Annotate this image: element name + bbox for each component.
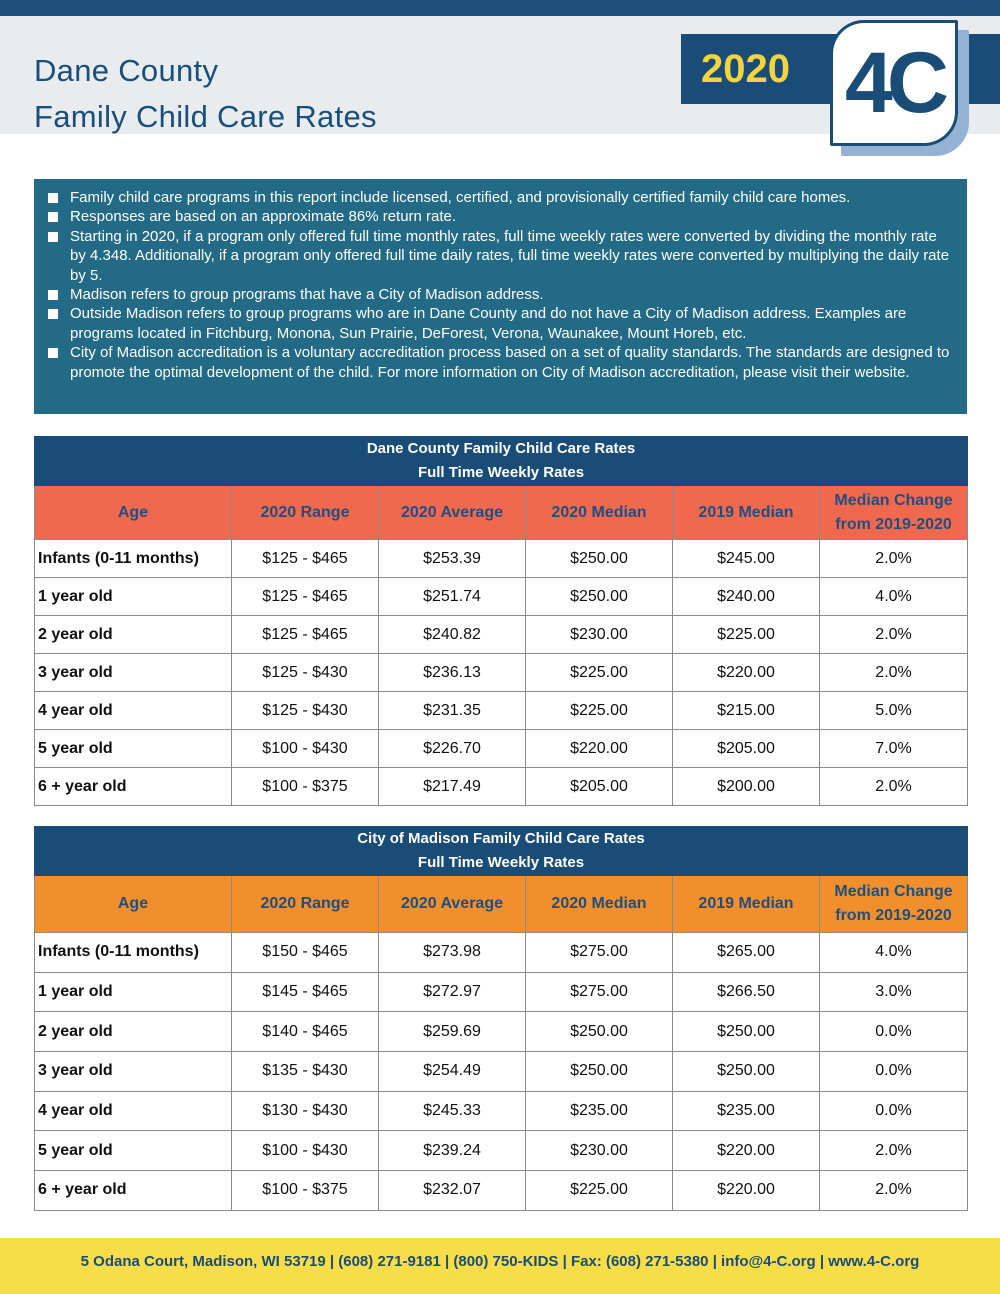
column-header-row	[35, 876, 968, 933]
value-cell: 4.0%	[820, 933, 968, 973]
table-row	[35, 1052, 968, 1092]
value-cell: $100 - $430	[232, 730, 379, 768]
value-cell: $200.00	[673, 768, 820, 806]
page-title-line-1: Dane County	[34, 53, 219, 88]
value-cell: $125 - $430	[232, 654, 379, 692]
value-cell: $232.07	[379, 1171, 526, 1211]
value-cell: $230.00	[526, 1131, 673, 1171]
table-title	[35, 827, 968, 876]
note-item: Madison refers to group programs that have a City of Madison address.	[48, 285, 953, 304]
age-cell: 2 year old	[35, 616, 232, 654]
value-cell: $240.00	[673, 578, 820, 616]
value-cell: $245.00	[673, 540, 820, 578]
value-cell: 2.0%	[820, 616, 968, 654]
value-cell: $125 - $430	[232, 692, 379, 730]
value-cell: $251.74	[379, 578, 526, 616]
year-label: 2020	[701, 47, 790, 91]
value-cell: $275.00	[526, 972, 673, 1012]
column-header-age: Age	[35, 486, 232, 540]
notes-box	[34, 179, 967, 414]
value-cell: $205.00	[673, 730, 820, 768]
note-item: City of Madison accreditation is a voluntary accreditation process based on a set of quality standards. The standards are designed to promote the optimal development of the child. For more information on City of Madison accreditation, please visit their website.	[48, 343, 953, 382]
age-cell: Infants (0-11 months)	[35, 933, 232, 973]
logo-text: 4C	[845, 35, 943, 131]
table-row	[35, 1091, 968, 1131]
value-cell: $235.00	[526, 1091, 673, 1131]
city-of-madison-rates-table	[34, 826, 968, 1211]
value-cell: $275.00	[526, 933, 673, 973]
value-cell: $225.00	[526, 692, 673, 730]
column-header-row	[35, 486, 968, 540]
table-row	[35, 540, 968, 578]
age-cell: 4 year old	[35, 692, 232, 730]
table-title	[35, 437, 968, 486]
table-body	[35, 933, 968, 1211]
table-subtitle-line: Full Time Weekly Rates	[417, 854, 585, 871]
dane-county-rates-table	[34, 436, 968, 806]
table-title-line: Dane County Family Child Care Rates	[366, 440, 636, 457]
value-cell: $125 - $465	[232, 578, 379, 616]
table-row	[35, 616, 968, 654]
value-cell: $273.98	[379, 933, 526, 973]
value-cell: $125 - $465	[232, 540, 379, 578]
value-cell: $205.00	[526, 768, 673, 806]
notes-list	[48, 188, 953, 382]
page-title	[34, 48, 377, 140]
age-cell: 6 + year old	[35, 1171, 232, 1211]
note-item: Outside Madison refers to group programs who are in Dane County and do not have a City of Madison address. Examples are programs located in Fitchburg, Monona, Sun Prairie, DeForest, Verona, Waunakee, Mount Horeb, etc.	[48, 304, 953, 343]
table-row	[35, 1171, 968, 1211]
value-cell: 3.0%	[820, 972, 968, 1012]
age-cell: 3 year old	[35, 1052, 232, 1092]
value-cell: $130 - $430	[232, 1091, 379, 1131]
age-cell: 1 year old	[35, 578, 232, 616]
column-header-2020-average: 2020 Average	[379, 876, 526, 933]
value-cell: 4.0%	[820, 578, 968, 616]
value-cell: $236.13	[379, 654, 526, 692]
value-cell: $220.00	[673, 1131, 820, 1171]
value-cell: $125 - $465	[232, 616, 379, 654]
value-cell: $100 - $375	[232, 1171, 379, 1211]
value-cell: 2.0%	[820, 768, 968, 806]
age-cell: 5 year old	[35, 730, 232, 768]
value-cell: $240.82	[379, 616, 526, 654]
value-cell: $265.00	[673, 933, 820, 973]
table-row	[35, 578, 968, 616]
value-cell: 0.0%	[820, 1052, 968, 1092]
table-row	[35, 692, 968, 730]
age-cell: 5 year old	[35, 1131, 232, 1171]
column-header-2020-range: 2020 Range	[232, 486, 379, 540]
column-header-2020-median: 2020 Median	[526, 876, 673, 933]
value-cell: $230.00	[526, 616, 673, 654]
table-row	[35, 730, 968, 768]
value-cell: $253.39	[379, 540, 526, 578]
value-cell: $231.35	[379, 692, 526, 730]
value-cell: $235.00	[673, 1091, 820, 1131]
value-cell: 5.0%	[820, 692, 968, 730]
value-cell: $250.00	[526, 1012, 673, 1052]
value-cell: $215.00	[673, 692, 820, 730]
table-subtitle-line: Full Time Weekly Rates	[417, 464, 585, 481]
column-header-2020-range: 2020 Range	[232, 876, 379, 933]
value-cell: $250.00	[526, 540, 673, 578]
note-item: Responses are based on an approximate 86% return rate.	[48, 207, 953, 226]
value-cell: $220.00	[526, 730, 673, 768]
value-cell: $225.00	[526, 654, 673, 692]
age-cell: 1 year old	[35, 972, 232, 1012]
table-row	[35, 768, 968, 806]
value-cell: $100 - $375	[232, 768, 379, 806]
value-cell: $135 - $430	[232, 1052, 379, 1092]
column-header-median-change: Median Change from 2019-2020	[820, 876, 968, 933]
column-header-2019-median: 2019 Median	[673, 486, 820, 540]
value-cell: $220.00	[673, 654, 820, 692]
value-cell: 2.0%	[820, 1171, 968, 1211]
value-cell: $220.00	[673, 1171, 820, 1211]
age-cell: 4 year old	[35, 1091, 232, 1131]
value-cell: 0.0%	[820, 1012, 968, 1052]
value-cell: $150 - $465	[232, 933, 379, 973]
value-cell: $266.50	[673, 972, 820, 1012]
value-cell: $100 - $430	[232, 1131, 379, 1171]
age-cell: 2 year old	[35, 1012, 232, 1052]
column-header-age: Age	[35, 876, 232, 933]
value-cell: $254.49	[379, 1052, 526, 1092]
footer-contact: 5 Odana Court, Madison, WI 53719 | (608) 271-9181 | (800) 750-KIDS | Fax: (608) 271-5380 | info@4-C.org | www.4-C.org	[0, 1238, 1000, 1294]
value-cell: $140 - $465	[232, 1012, 379, 1052]
table-row	[35, 654, 968, 692]
value-cell: $245.33	[379, 1091, 526, 1131]
column-header-2020-average: 2020 Average	[379, 486, 526, 540]
age-cell: 3 year old	[35, 654, 232, 692]
note-item: Family child care programs in this report include licensed, certified, and provisionally certified family child care homes.	[48, 188, 953, 207]
value-cell: $259.69	[379, 1012, 526, 1052]
table-row	[35, 1131, 968, 1171]
table-row	[35, 1012, 968, 1052]
value-cell: 2.0%	[820, 654, 968, 692]
table-body	[35, 540, 968, 806]
value-cell: $250.00	[526, 1052, 673, 1092]
value-cell: $250.00	[526, 578, 673, 616]
table-title-line: City of Madison Family Child Care Rates	[357, 830, 645, 847]
value-cell: $250.00	[673, 1052, 820, 1092]
value-cell: $272.97	[379, 972, 526, 1012]
value-cell: $225.00	[673, 616, 820, 654]
column-header-2019-median: 2019 Median	[673, 876, 820, 933]
value-cell: 2.0%	[820, 1131, 968, 1171]
table-row	[35, 972, 968, 1012]
age-cell: Infants (0-11 months)	[35, 540, 232, 578]
column-header-median-change: Median Change from 2019-2020	[820, 486, 968, 540]
value-cell: 0.0%	[820, 1091, 968, 1131]
value-cell: 7.0%	[820, 730, 968, 768]
value-cell: $239.24	[379, 1131, 526, 1171]
4c-logo	[830, 20, 958, 146]
age-cell: 6 + year old	[35, 768, 232, 806]
top-band	[0, 0, 1000, 16]
value-cell: $217.49	[379, 768, 526, 806]
value-cell: $225.00	[526, 1171, 673, 1211]
column-header-2020-median: 2020 Median	[526, 486, 673, 540]
value-cell: $250.00	[673, 1012, 820, 1052]
value-cell: $145 - $465	[232, 972, 379, 1012]
note-item: Starting in 2020, if a program only offered full time monthly rates, full time weekly rates were converted by dividing the monthly rate by 4.348. Additionally, if a program only offered full time daily rates, full time weekly rates were converted by multiplying the daily rate by 5.	[48, 227, 953, 285]
page-title-line-2: Family Child Care Rates	[34, 99, 377, 134]
value-cell: 2.0%	[820, 540, 968, 578]
value-cell: $226.70	[379, 730, 526, 768]
table-row	[35, 933, 968, 973]
